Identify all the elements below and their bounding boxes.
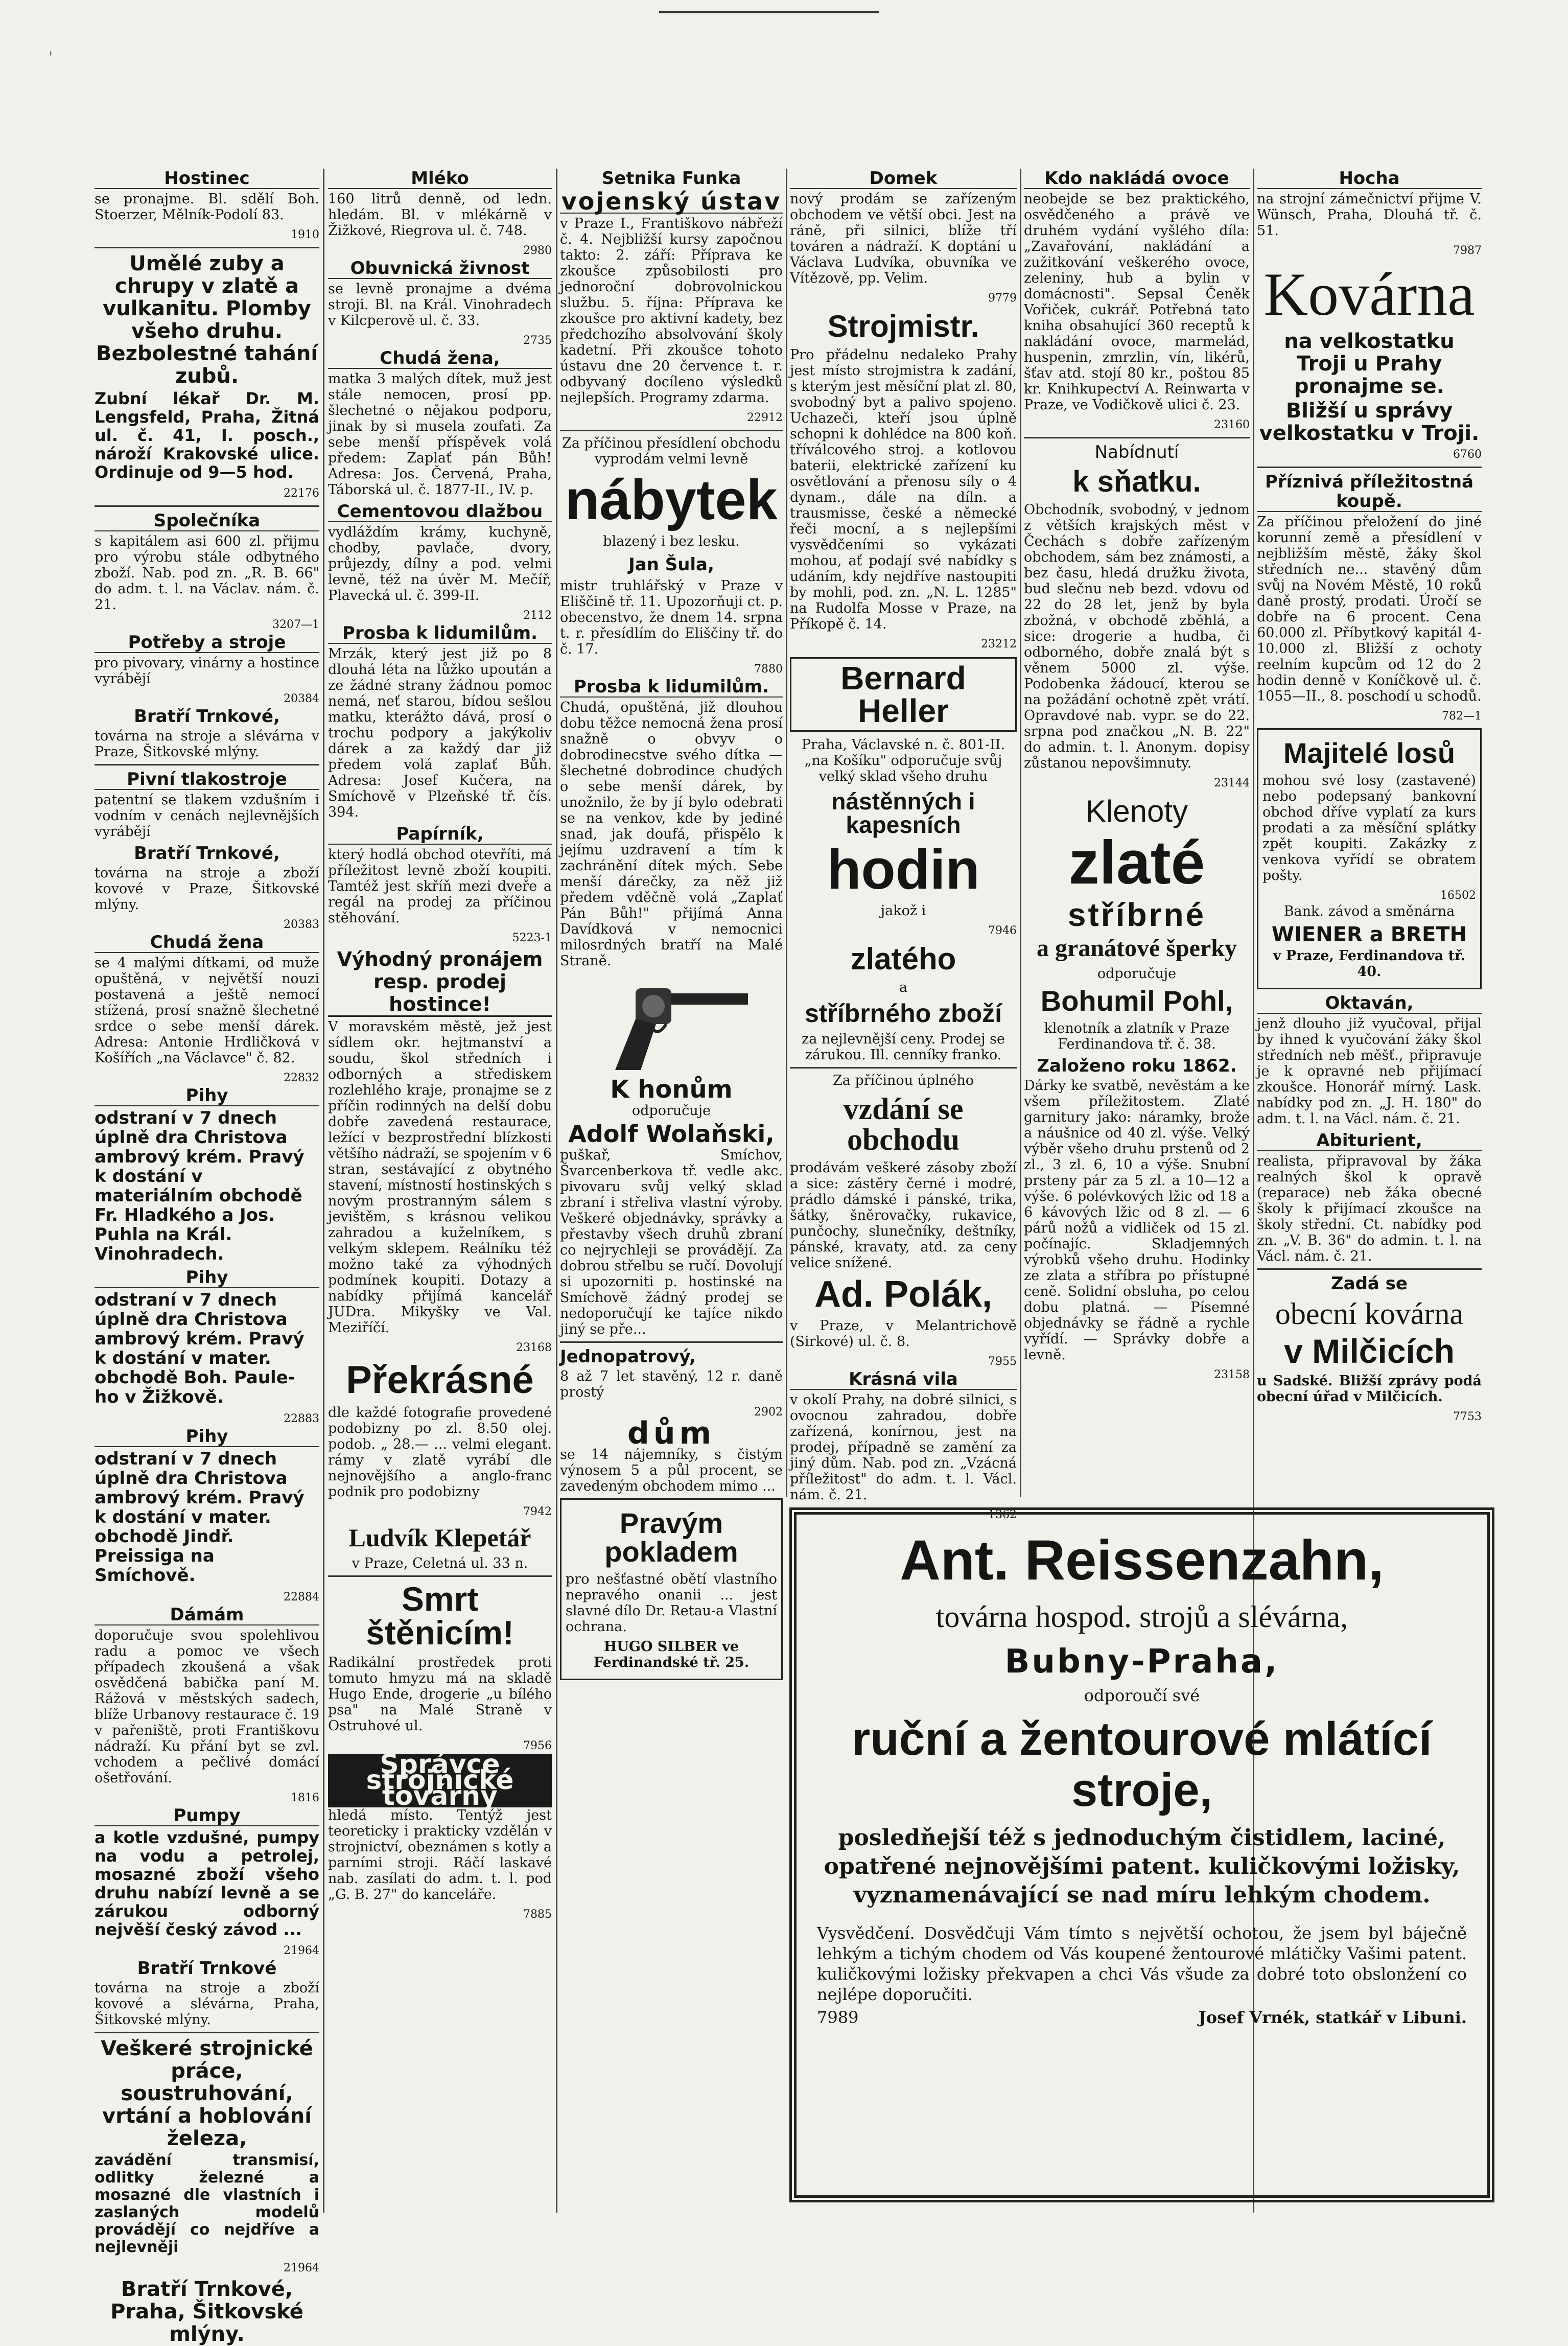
ad-number: 7753 xyxy=(1453,1410,1482,1423)
ad-heading: Ad. Polák, xyxy=(814,1274,993,1315)
ad-heading: stříbrného zboží xyxy=(804,999,1002,1028)
ad-heading: a granátové šperky xyxy=(1037,935,1237,962)
ad-heading: Strojmistr. xyxy=(827,309,979,343)
ad-text: továrna na stroje a zboží kovové a slévárna, Praha, Šitkovské mlýny. xyxy=(95,1980,319,2028)
ad-heading: Prosba k lidumilům. xyxy=(328,623,552,644)
ad-heading: Bratří Trnkové xyxy=(137,1958,277,1979)
ad-description: posledňejší též s jednoduchým čistidlem, laciné, opatřené nejnovějšími patent. kuličkovými ložisky, vyznamenávající se nad míru lehkým chodem. xyxy=(824,1825,1460,1908)
divider xyxy=(95,247,319,248)
ad-text: vydláždím krámy, kuchyně, chodby, pavlače, dvory, průjezdy, dílny a pod. velmi levně, též na úvěr M. Mečíř, Plavecká ul. č. 399-II. xyxy=(328,524,552,603)
ad-number: 22832 xyxy=(284,1072,319,1084)
ad-text: zavádění transmisí, odlitky železné a mosazné dle vlastních i zaslaných modelů provádějí co nejdříve a nejlevněji xyxy=(95,2151,319,2256)
ad-text: nový prodám se zařízeným obchodem ve větší obci. Jest na ráně, při silnici, blíže tří továren a nádraží. K doptání u Václava Ludvíka, obuvníka ve Vítězově, pp. Velim. xyxy=(790,191,1017,286)
ad-number: 2735 xyxy=(523,334,552,347)
ad-heading: dům xyxy=(627,1415,716,1451)
ad-number: 7987 xyxy=(1453,244,1482,257)
ad-heading: Adolf Wolaňski, xyxy=(568,1120,775,1148)
ad-text: Obchodník, svobodný, v jednom z větších krajských měst v Čechách s dobře zařízeným obchodem, sám bez známosti, a bez času, hledá družku života, bud slečnu neb bezd. vdovu od 22 do 28 let, jenž by byla zbožná, v obchodě zběhlá, a sice: drogerie a hudba, či odborného, dobře znalá být s věnem 5000 zl. výše. Podobenka žádoucí, kterou se na požádání ochotně zpět vrátí. Opravdové nab. vypr. se do 22. srpna pod značkou „N. B. 22" do admin. t. l. Anonym. dopisy zůstanou nepovšimnuty. xyxy=(1024,502,1250,771)
ad-heading: Smrt štěnicím! xyxy=(366,1580,514,1652)
ad-heading: Správce strojnické továrny xyxy=(328,1754,552,1807)
divider xyxy=(1257,1268,1482,1270)
ad-heading: Bližší u správy velkostatku v Troji. xyxy=(1259,399,1480,445)
ad-text: v okolí Prahy, na dobré silnici, s ovocnou zahradou, dobře zařízená, konírnou, jest na prodej, případně se zamění za jiný dům. Nab. pod zn. „Vzácná příležitost" do adm. t. l. Václ. nám. č. 21. xyxy=(790,1392,1017,1503)
ad-text: na strojní zámečnictví přijme V. Wünsch, Praha, Dlouhá tř. č. 51. xyxy=(1257,191,1482,239)
ad-number: 3207—1 xyxy=(272,618,319,631)
ad-text: odporučuje xyxy=(631,1103,711,1119)
ad-heading: stříbrné xyxy=(1067,896,1206,933)
ad-number: 1362 xyxy=(988,1508,1017,1521)
ad-text: 8 až 7 let stavěný, 12 r. daně prostý xyxy=(560,1368,783,1400)
ad-heading: v Milčicích xyxy=(1284,1332,1455,1370)
ad-heading: Ludvík Klepetář xyxy=(348,1523,531,1552)
ad-heading: zlaté xyxy=(1068,828,1205,897)
ad-box xyxy=(1257,728,1482,989)
ad-heading: Společníka xyxy=(95,511,319,531)
ad-heading: Bratří Trnkové, xyxy=(134,843,280,864)
ad-text: pro nešťastné obětí vlastního nepravého onanii ... jest slavné dílo Dr. Retau-a Vlastní ochrana. xyxy=(566,1571,777,1635)
ad-heading: Překrásné xyxy=(346,1358,534,1402)
ad-text: neobejde se bez praktického, osvědčeného a právě ve druhém vydání vyšlého díla: „Zavařování, nakládání a zužitkování veškerého ovoce, zeleniny, hub a bylin v domácnosti". Sepsal Čeněk Vořiček, cukrář. Potřebná tato kniha obsahující 360 receptů k nakládání ovoce, marmelád, huspenin, zmrzlin, vín, likérů, šťav atd. stojí 80 kr., poštou 85 kr. Knihkupectví A. Reinwarta v Praze, ve Vodičkově ulici č. 23. xyxy=(1024,191,1250,413)
ad-text: a kotle vzdušné, pumpy na vodu a petrolej, mosazné zboží všeho druhu nabízí levně a se zárukou odborný nejvěší český závod ... xyxy=(95,1828,319,1939)
ad-text: se pronajme. Bl. sdělí Boh. Stoerzer, Mělník-Podolí 83. xyxy=(95,191,319,223)
ad-heading: Cementovou dlažbou xyxy=(328,502,552,522)
ad-heading: nábytek xyxy=(565,469,778,531)
column-4 xyxy=(790,168,1017,1521)
ad-text: realista, připravoval by žáka realných škol k opravě (reparace) neb žáka obecné školy k přijímací zkoušce na školy střední. Ct. nabídky pod zn. „V. B. 36" do admin. t. l. na Václ. nám. č. 21. xyxy=(1257,1153,1482,1264)
ad-heading: Mléko xyxy=(328,169,552,189)
divider xyxy=(560,430,783,431)
ad-number: 23168 xyxy=(516,1341,552,1354)
ad-text: 160 litrů denně, od ledn. hledám. Bl. v mlékárně v Žižkové, Riegrova ul. č. 748. xyxy=(328,191,552,239)
ad-heading: Pihy xyxy=(95,1268,319,1288)
ad-number: 2112 xyxy=(523,609,552,622)
column-rule xyxy=(786,169,787,1497)
column-rule xyxy=(1020,169,1021,1497)
divider xyxy=(1257,467,1482,468)
ad-heading: Bernard Heller xyxy=(790,657,1017,732)
column-6 xyxy=(1257,169,1482,1502)
ad-number: 7955 xyxy=(988,1355,1017,1368)
divider xyxy=(328,1575,552,1577)
ad-text: mohou své losy (zastavené) nebo podepsaný bankovní obchod dříve vyplatí za kurs prodati a za měsíční splátky zpět koupiti. Zakázky z venkova vyřídí se obratem pošty. xyxy=(1262,773,1476,884)
ad-number: 7880 xyxy=(754,663,783,676)
ad-text: Zubní lékař Dr. M. Lengsfeld, Praha, Žitná ul. č. 41, I. posch., nároží Krakovské ulice. Ordinuje od 9—5 hod. xyxy=(95,389,319,482)
ad-text: puškař, Smíchov, Švarcenberkova tř. vedle akc. pivovaru svůj velký sklad zbraní i střeliva vlastní výroby. Veškeré objednávky, správky a přestavby všech druhů zbraní co nejrychleji se provádějí. Za dobrou střelbu se ručí. Dovolují si upozorniti p. hostinské na Smíchově žádný prodej se nedoporučují ke tajíce nikdo jiný se pře... xyxy=(560,1147,783,1337)
ad-signature-row xyxy=(817,2008,1467,2027)
ad-text: mistr truhlářský v Praze v Eliščině tř. 11. Upozorňuji ct. p. obecenstvo, že dnem 14. srpna t. r. přesídlím do Eliščiny tř. do č. 17. xyxy=(560,578,783,657)
ad-heading: Chudá žena xyxy=(95,933,319,953)
ad-heading: Obuvnická živnost xyxy=(328,259,552,279)
divider xyxy=(95,505,319,507)
ad-number: 7946 xyxy=(988,924,1017,937)
ad-number: 23144 xyxy=(1214,777,1250,789)
scan-mark: ' xyxy=(49,49,53,66)
ad-text: v Praze, v Melantrichově (Sirkové) ul. č. 8. xyxy=(790,1318,1017,1350)
ad-heading: Klenoty xyxy=(1085,794,1188,828)
ad-text: a xyxy=(899,980,908,995)
ad-text: V moravském městě, jež jest sídlem okr. hejtmanství a soudu, škol středních i odborných a střediskem rozlehlého kraje, pronajme se z příčin rodinných na delší dobu dobře zavedená restaurace, ležící v bezprostřední blízkosti většího nádraží, se spojením v 6 stran, sestávající z obytného stavení, místností hostinských s novým prostranným sálem s jevištěm, s krásnou velikou zahradou a kuželníkem, s velkým sklepem. Reálníku též možno také za výhodných podmínek koupiti. Dotazy a nabídky přijímá kancelář JUDra. Mikyšky ve Val. Meziříčí. xyxy=(328,1019,552,1336)
column-2 xyxy=(328,169,552,2202)
ad-number: 9779 xyxy=(988,292,1017,305)
ad-text: HUGO SILBER ve Ferdinandské tř. 25. xyxy=(593,1639,750,1670)
ad-heading: Pihy xyxy=(95,1086,319,1106)
ad-heading: Hostinec xyxy=(95,169,319,189)
ad-heading: Příznivá příležitostná koupě. xyxy=(1257,472,1482,512)
ad-text: pro pivovary, vinárny a hostince vyrábějí xyxy=(95,655,319,687)
ad-number: 16502 xyxy=(1440,889,1476,902)
ad-heading: Jednopatrový, xyxy=(560,1346,696,1367)
ad-text: odstraní v 7 dnech úplně dra Christova ambrový krém. Pravý k dostání v mater. obchodě Boh. Paule-ho v Žižkově. xyxy=(95,1290,305,1407)
ad-number: 22176 xyxy=(284,487,319,500)
ad-text: v Praze, Ferdinandova tř. 40. xyxy=(1273,948,1466,980)
ad-number: 23160 xyxy=(1214,419,1250,431)
ad-number: 7942 xyxy=(523,1505,552,1518)
ad-location: Bubny-Praha, xyxy=(1004,1643,1279,1681)
ad-heading: hodin xyxy=(827,838,980,901)
ad-heading: Jan Šula, xyxy=(628,554,714,575)
reissenzahn-ad xyxy=(789,1507,1494,2202)
top-rule xyxy=(659,11,879,13)
ad-text: s kapitálem asi 600 zl. přijmu pro výrobu stále odbytného zboží. Nab. pod zn. „R. B. 66" do adm. t. l. na Václav. nám. č. 21. xyxy=(95,533,319,613)
ad-heading: vzdání se obchodu xyxy=(843,1092,964,1156)
ad-heading: Pravým pokladem xyxy=(604,1507,738,1568)
ad-text: se levně pronajme a dvéma stroji. Bl. na Král. Vinohradech v Kilcperově ul. č. 33. xyxy=(328,281,552,329)
ad-text: Bank. závod a směnárna xyxy=(1283,903,1455,919)
ad-box xyxy=(560,1498,783,1680)
ad-text: Za příčinou přesídlení obchodu vyprodám velmi levně xyxy=(562,435,781,467)
ad-text: jenž dlouho již vyučoval, přijal by ihned k vyučování žáky škol středních neb měšť., připravuje je k opravné neb přijímací zkoušce. Honorář mírný. Lask. nabídky pod zn. „J. H. 180" do adm. t. l. na Václ. nám. č. 21. xyxy=(1257,1016,1482,1127)
ad-text: Chudá, opuštěná, již dlouhou dobu těžce nemocná žena prosí snažně o obvyv o dobrodinecstve svého dítka — šlechetné dobrodince chudých o sebe menší dárek, by unožnilo, že by jí bylo odebrati se na venkov, kde by jediné snad, jak doufá, přispělo k jejímu uzdravení a tím k zachránění dítek mých. Sebe menší dárečky, za něž již předem vděčně volá „Zaplať Pán Bůh!" přijímá Anna Davídková v nemocnici milosrdných bratří na Malé Straně. xyxy=(560,700,783,969)
ad-number: 1816 xyxy=(291,1792,319,1804)
ad-text: odstraní v 7 dnech úplně dra Christova ambrový krém. Pravý k dostání v materiálním obchodě Fr. Hladkého a Jos. Puhla na Král. Vinohradech. xyxy=(95,1108,305,1264)
ad-heading: na velkostatku Troji u Prahy pronajme se. xyxy=(1284,330,1455,398)
ad-heading: Veškeré strojnické práce, soustruhování, vrtání a hoblování železa, xyxy=(101,2037,313,2150)
ad-text: v Praze, Celetná ul. 33 n. xyxy=(352,1555,528,1571)
ad-heading: Výhodný pronájem resp. prodej hostince! xyxy=(328,948,552,1017)
ad-number: 22912 xyxy=(747,411,783,424)
ad-heading: Abiturient, xyxy=(1257,1131,1482,1151)
ad-text: továrna na stroje a zboží kovové v Praze, Šitkovské mlýny. xyxy=(95,865,319,913)
ad-heading: Hocha xyxy=(1257,169,1482,189)
ad-text: který hodlá obchod otevříti, má příležitost levně zboží koupiti. Tamtéž jest skříň mezi dveře a regál na prodej za příčinou stěhování. xyxy=(328,847,552,926)
ad-heading: WIENER a BRETH xyxy=(1271,923,1467,946)
ad-number: 2902 xyxy=(754,1406,783,1419)
ad-text: Praha, Václavské n. č. 801-II. „na Košíku" odporučuje svůj velký sklad všeho druhu xyxy=(801,737,1005,784)
ad-heading: Pivní tlakostroje xyxy=(95,770,319,790)
ad-signature: Josef Vrnék, statkář v Libuni. xyxy=(1198,2008,1467,2027)
ad-text: hledá místo. Tentýž jest teoreticky i prakticky vzdělán v strojnictví, obeznámen s kotly a parními stroji. Ráčí laskavé nab. zasílati do adm. t. l. pod „G. B. 27" do kanceláře. xyxy=(328,1807,552,1902)
ad-heading: vojenský ústav xyxy=(560,190,783,214)
ad-heading: Oktaván, xyxy=(1257,993,1482,1014)
ad-number: 21964 xyxy=(284,2262,319,2274)
ad-heading: Pihy xyxy=(95,1427,319,1447)
ad-text: Mrzák, který jest již po 8 dlouhá léta na lůžko upoután a ze žádné strany žádnou pomoc nemá, neť starou, bídou sešlou matku, kterážto dává, prosí o trochu podpory a jakýkoliv dárek a za každý dar již předem volá zaplať Bůh. Adresa: Josef Kučera, na Smíchově v Plzeňské tř. čís. 394. xyxy=(328,646,552,820)
ad-text: se 14 nájemníky, s čistým výnosem 5 a půl procent, se zavedeným obchodem mimo ... xyxy=(560,1447,783,1494)
divider xyxy=(790,1067,1017,1069)
ad-heading: k sňatku. xyxy=(1072,465,1201,498)
divider xyxy=(1024,437,1250,438)
ad-text: doporučuje svou spolehlivou radu a pomoc ve všech případech zkoušená a však osvědčená babička paní M. Rážová v městských sadech, blíže Urbanovy restaurace č. 19 v pařeniště, proti Františkovu nádraží. Ku přání byt se zvl. vchodem a pečlivé domácí ošetřování. xyxy=(95,1628,319,1786)
ad-number: 23158 xyxy=(1214,1368,1250,1381)
ad-text: Za příčinou přeložení do jiné korunní země a přesídlení v nejbližším městě, žáky škol středních ne... stavěný dům svůj na Novém Městě, 10 roků daně prostý, prodati. Úročí se dobře na 6 procent. Cena 60.000 zl. Příbytkový kapitál 4-10.000 zl. Bližší z ochoty reelním kupcům od 12 do 2 hodin denně v Koníčkově ul. č. 1055—II., 8. poschodí u schodů. xyxy=(1257,514,1482,704)
ad-heading: K honům xyxy=(610,1075,733,1104)
ad-text: Dárky ke svatbě, nevěstám a ke všem příležitostem. Zlaté garnitury jako: náramky, brože a náušnice od 40 zl. výše. Velký výběr všeho druhu prstenů od 2 zl., 3 zl. 6, 10 a výše. Snubní prsteny pár za 5 zl. a 10—12 a výše. 6 polévkových lžic od 18 a 6 kávových lžic od 8 zl. — 6 párů nožů a vidliček od 15 zl. počínajíc. Skladjemných výrobků všeho druhu. Hodinky ze zlata a stříbra po přístupné ceně. Solidní obsluha, po celou dobu platná. — Písemné objednávky se řádně a rychle vyřídí. — Správky dobře a levně. xyxy=(1024,1078,1250,1363)
ad-text: v Praze I., Františkovo nábřeží č. 4. Nejbližší kursy započnou takto: 2. září: Příprava ke zkoušce způsobilosti pro jednoroční dobrovolnickou službu. 5. října: Příprava ke zkoušce pro aktivní kadety, bez předchozího absolvování školy kadetní. Při zkoušce tohoto ústavu dne 20 července t. r. odbyvaný docíleno výsledků nejlepších. Programy zdarma. xyxy=(560,216,783,406)
ad-text: patentní se tlakem vzdušním i vodním v cenách nejlevnějších vyrábějí xyxy=(95,792,319,840)
ad-heading: Umělé zuby a chrupy v zlatě a vulkanitu. Plomby všeho druhu. Bezbolestné tahání zubů. xyxy=(96,252,318,388)
ad-text: jakož i xyxy=(880,903,926,919)
ad-text: za nejlevnější ceny. Prodej se zárukou. Ill. cenníky franko. xyxy=(801,1031,1005,1063)
ad-number: 20383 xyxy=(284,918,319,931)
ad-number: 6760 xyxy=(1453,448,1482,461)
ad-number: 7989 xyxy=(817,2008,859,2027)
ad-text: odporučuje xyxy=(1097,966,1177,982)
ad-text: prodávám veškeré zásoby zboží a sice: zástěry černé i modré, prádlo dámské i pánské, trika, šátky, šněrovačky, rukavice, punčochy, slunečníky, deštníky, pánské, kravaty, atd. za ceny velice snížené. xyxy=(790,1160,1017,1271)
ad-text: matka 3 malých dítek, muž jest stále nemocen, prosí pp. šlechetné o nějakou podporu, jinak by si musela zoufati. Za sebe menší příspěvek volá předem: Zaplať pán Bůh! Adresa: Jos. Červená, Praha, Táborská ul. č. 1877-II., IV. p. xyxy=(328,371,552,498)
ad-number: 7885 xyxy=(523,1908,552,1921)
ad-text: Pro přádelnu nedaleko Prahy jest místo strojmistra k zadání, s kterým jest měsíční plat zl. 80, svobodný byt a palivo spojeno. Uchazeči, kteří jsou úplně schopni k dohlédce na 800 koň. tříválcového stroj. a kotlovou baterii, elektrické zařízení ku osvětlování a přenosu síly o 4 dynam., dále na díln. a trausmisse, české a německé řeči mocní, a s nejlepšími vysvědčeními so vykázati mohou, ať podají své nabídky s udáním, kdy nejdříve nastoupiti by mohli, pod. zn. „N. L. 1285" na Rudolfa Mosse v Praze, na Příkopě č. 14. xyxy=(790,347,1017,632)
column-3 xyxy=(560,169,783,2202)
ad-heading: Kdo nakládá ovoce xyxy=(1024,169,1250,189)
ad-text: továrna na stroje a slévárna v Praze, Šitkovské mlýny. xyxy=(95,728,319,760)
ad-number: 782—1 xyxy=(1442,710,1482,723)
ad-text: se 4 malými dítkami, od muže opuštěná, v největší nouzi postavená a ještě nemocí stížená, prosí snažně šlechetné srdce o sebe menší dárek. Adresa: Antonie Hrdličková v Košířích „na Václavce" č. 82. xyxy=(95,955,319,1066)
ad-text: odstraní v 7 dnech úplně dra Christova ambrový krém. Pravý k dostání v mater. obchodě Jindř. Preissiga na Smíchově. xyxy=(95,1449,305,1586)
ad-title: Ant. Reissenzahn, xyxy=(900,1529,1384,1592)
ad-text: Za příčinou úplného xyxy=(833,1073,974,1088)
ad-text: klenotník a zlatník v Praze Ferdinandova tř. č. 38. xyxy=(1044,1020,1230,1052)
column-rule xyxy=(556,169,557,2213)
divider xyxy=(560,1341,783,1343)
ad-heading: Dámám xyxy=(95,1605,319,1625)
column-5 xyxy=(1024,169,1250,1502)
ad-heading: Setnika Funka xyxy=(601,168,741,189)
ad-number: 2980 xyxy=(523,244,552,257)
ad-subtitle: továrna hospod. strojů a slévárna, xyxy=(935,1600,1348,1634)
ad-heading: Potřeby a stroje xyxy=(95,633,319,653)
ad-heading: Kovárna xyxy=(1263,260,1475,328)
ad-text: blazený i bez lesku. xyxy=(603,533,740,549)
column-1 xyxy=(95,168,319,2346)
ad-heading: Bratří Trnkové, Praha, Šitkovské mlýny. xyxy=(110,2278,303,2346)
revolver-icon xyxy=(579,973,763,1075)
ad-heading: Prosba k lidumilům. xyxy=(560,677,783,698)
ad-heading: Majitelé losů xyxy=(1283,737,1456,769)
ad-heading: zlatého xyxy=(850,942,956,976)
divider xyxy=(95,2032,319,2033)
ad-heading: obecní kovárna xyxy=(1275,1297,1464,1331)
ad-heading: nástěnných i kapesních xyxy=(831,788,975,838)
ad-heading: Bratří Trnkové, xyxy=(134,706,280,727)
ad-text: u Sadské. Bližší zprávy podá obecní úřad v Milčicích. xyxy=(1257,1373,1482,1405)
column-rule xyxy=(323,169,324,2213)
ad-text: dle každé fotografie provedené podobizny po zl. 8.50 olej. podob. „ 28.— ... velmi elegant. rámy v zlatě vyrábí dle nejnovějšího a anglo-franc podnik pro podobizny xyxy=(328,1405,552,1500)
ad-heading: Papírník, xyxy=(328,824,552,845)
ad-text: Radikální prostředek proti tomuto hmyzu má na skladě Hugo Ende, drogerie „u bílého psa" na Malé Straně v Ostruhové ul. xyxy=(328,1655,552,1734)
ad-heading: Nabídnutí xyxy=(1094,442,1179,462)
ad-heading: Chudá žena, xyxy=(328,349,552,369)
ad-number: 23212 xyxy=(981,638,1017,651)
ad-number: 22884 xyxy=(284,1591,319,1604)
ad-number: 1910 xyxy=(291,228,319,241)
ad-heading: Pumpy xyxy=(95,1806,319,1826)
ad-number: 20384 xyxy=(284,692,319,705)
ad-number: 21964 xyxy=(284,1944,319,1957)
ad-text: odporoučí své xyxy=(1084,1686,1200,1705)
ad-testimonial: Vysvědčení. Dosvědčuji Vám tímto s největší ochotou, že jsem byl báječně lehkým a tichým chodem od Vás koupené žentourové mlátičky Vašimi patent. kuličkovými ložisky překvapen a chci Vás všude za dobré toto obslonžení co nejlépe doporučiti. xyxy=(817,1923,1467,2004)
ad-number: 7956 xyxy=(523,1739,552,1752)
ad-heading: Zadá se xyxy=(1330,1273,1408,1294)
ad-heading: Domek xyxy=(790,169,1017,189)
ad-number: 5223-1 xyxy=(512,932,552,944)
ad-heading: Krásná vila xyxy=(790,1369,1017,1390)
ad-heading: Bohumil Pohl, xyxy=(1040,985,1233,1017)
divider xyxy=(95,764,319,765)
ad-product: ruční a žentourové mlátící stroje, xyxy=(852,1713,1432,1816)
ad-number: 22883 xyxy=(284,1412,319,1425)
ad-heading: Založeno roku 1862. xyxy=(1037,1056,1237,1076)
